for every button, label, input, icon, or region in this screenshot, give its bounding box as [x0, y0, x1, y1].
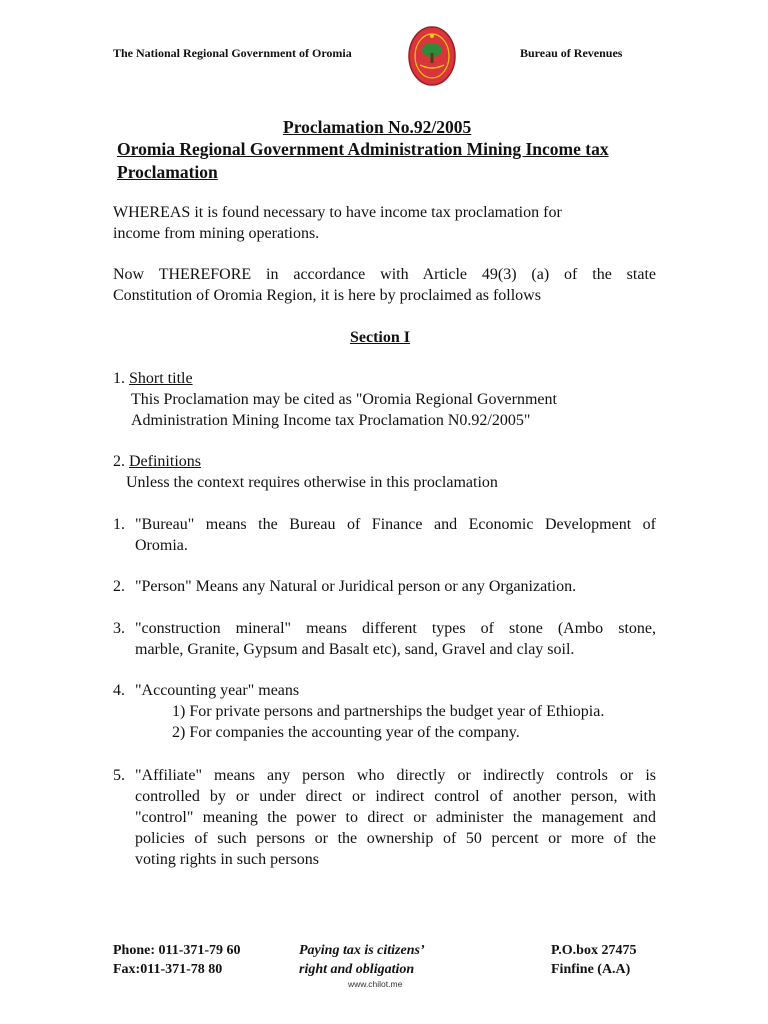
whereas-line: income from mining operations. [113, 225, 320, 242]
definition-line: "Bureau" means the Bureau of Finance and Economic Development of [135, 516, 656, 533]
sub-item-number: 1) [172, 703, 186, 720]
definitions-number: 2. [113, 453, 125, 470]
definition-number: 1. [113, 516, 125, 533]
therefore-paragraph [113, 264, 656, 306]
sub-item [135, 701, 656, 722]
definition-line: Oromia. [135, 537, 188, 554]
definitions-intro: Unless the context requires otherwise in this proclamation [126, 474, 498, 491]
proclamation-title-line1: Oromia Regional Government Administration Mining Income tax [117, 139, 609, 159]
therefore-line: Now THEREFORE in accordance with Article 49(3) (a) of the state [113, 266, 656, 283]
short-title-line: This Proclamation may be cited as "Oromia Regional Government [131, 391, 557, 408]
definition-line: controlled by or under direct or indirect control of another person, with [135, 788, 656, 805]
footer-address [551, 941, 636, 979]
sub-item-text: For private persons and partnerships the budget year of Ethiopia. [189, 703, 605, 720]
sub-item [135, 722, 656, 743]
definition-number: 4. [113, 682, 125, 699]
short-title-block [113, 368, 658, 431]
definition-line: policies of such persons or the ownership of 50 percent or more of the [135, 830, 656, 847]
oromia-seal-icon [407, 25, 457, 87]
footer-city: Finfine (A.A) [551, 962, 631, 977]
proclamation-number: Proclamation No.92/2005 [283, 117, 472, 137]
definition-item [113, 514, 656, 556]
footer-fax: Fax:011-371-78 80 [113, 962, 223, 977]
whereas-line: WHEREAS it is found necessary to have income tax proclamation for [113, 204, 562, 221]
definition-number: 3. [113, 620, 125, 637]
header-left: The National Regional Government of Oromia [113, 46, 352, 60]
definition-item [113, 618, 656, 660]
definition-number: 2. [113, 578, 125, 595]
footer-contact [113, 941, 241, 979]
definition-line: "construction mineral" means different types of stone (Ambo stone, [135, 620, 656, 637]
definition-line: "Accounting year" means [135, 682, 300, 699]
footer-pobox: P.O.box 27475 [551, 943, 637, 958]
sub-item-number: 2) [172, 724, 186, 741]
proclamation-title-line2: Proclamation [117, 162, 218, 182]
definition-line: "control" meaning the power to direct or administer the management and [135, 809, 656, 826]
footer-slogan [299, 941, 425, 979]
whereas-paragraph [113, 202, 658, 244]
definition-line: "Affiliate" means any person who directly or indirectly controls or is [135, 767, 656, 784]
definition-item [113, 765, 656, 870]
definitions-block [113, 451, 658, 493]
short-title-heading: Short title [129, 370, 193, 387]
section-heading: Section I [350, 329, 410, 346]
therefore-line: Constitution of Oromia Region, it is here by proclaimed as follows [113, 287, 541, 304]
definition-line: marble, Granite, Gypsum and Basalt etc), sand, Gravel and clay soil. [135, 641, 575, 658]
footer-slogan-line: right and obligation [299, 962, 415, 977]
sub-item-text: For companies the accounting year of the company. [189, 724, 520, 741]
definition-number: 5. [113, 767, 125, 784]
footer-phone: Phone: 011-371-79 60 [113, 943, 241, 958]
header-right: Bureau of Revenues [520, 46, 623, 60]
short-title-line: Administration Mining Income tax Proclamation N0.92/2005" [131, 412, 531, 429]
definition-line: voting rights in such persons [135, 851, 319, 868]
definition-item [113, 576, 656, 597]
footer-slogan-line: Paying tax is citizens’ [299, 943, 425, 958]
definition-line: "Person" Means any Natural or Juridical person or any Organization. [135, 578, 577, 595]
short-title-number: 1. [113, 370, 125, 387]
footer-website[interactable]: www.chilot.me [348, 979, 403, 989]
definition-item [113, 680, 656, 743]
definitions-heading: Definitions [129, 453, 201, 470]
